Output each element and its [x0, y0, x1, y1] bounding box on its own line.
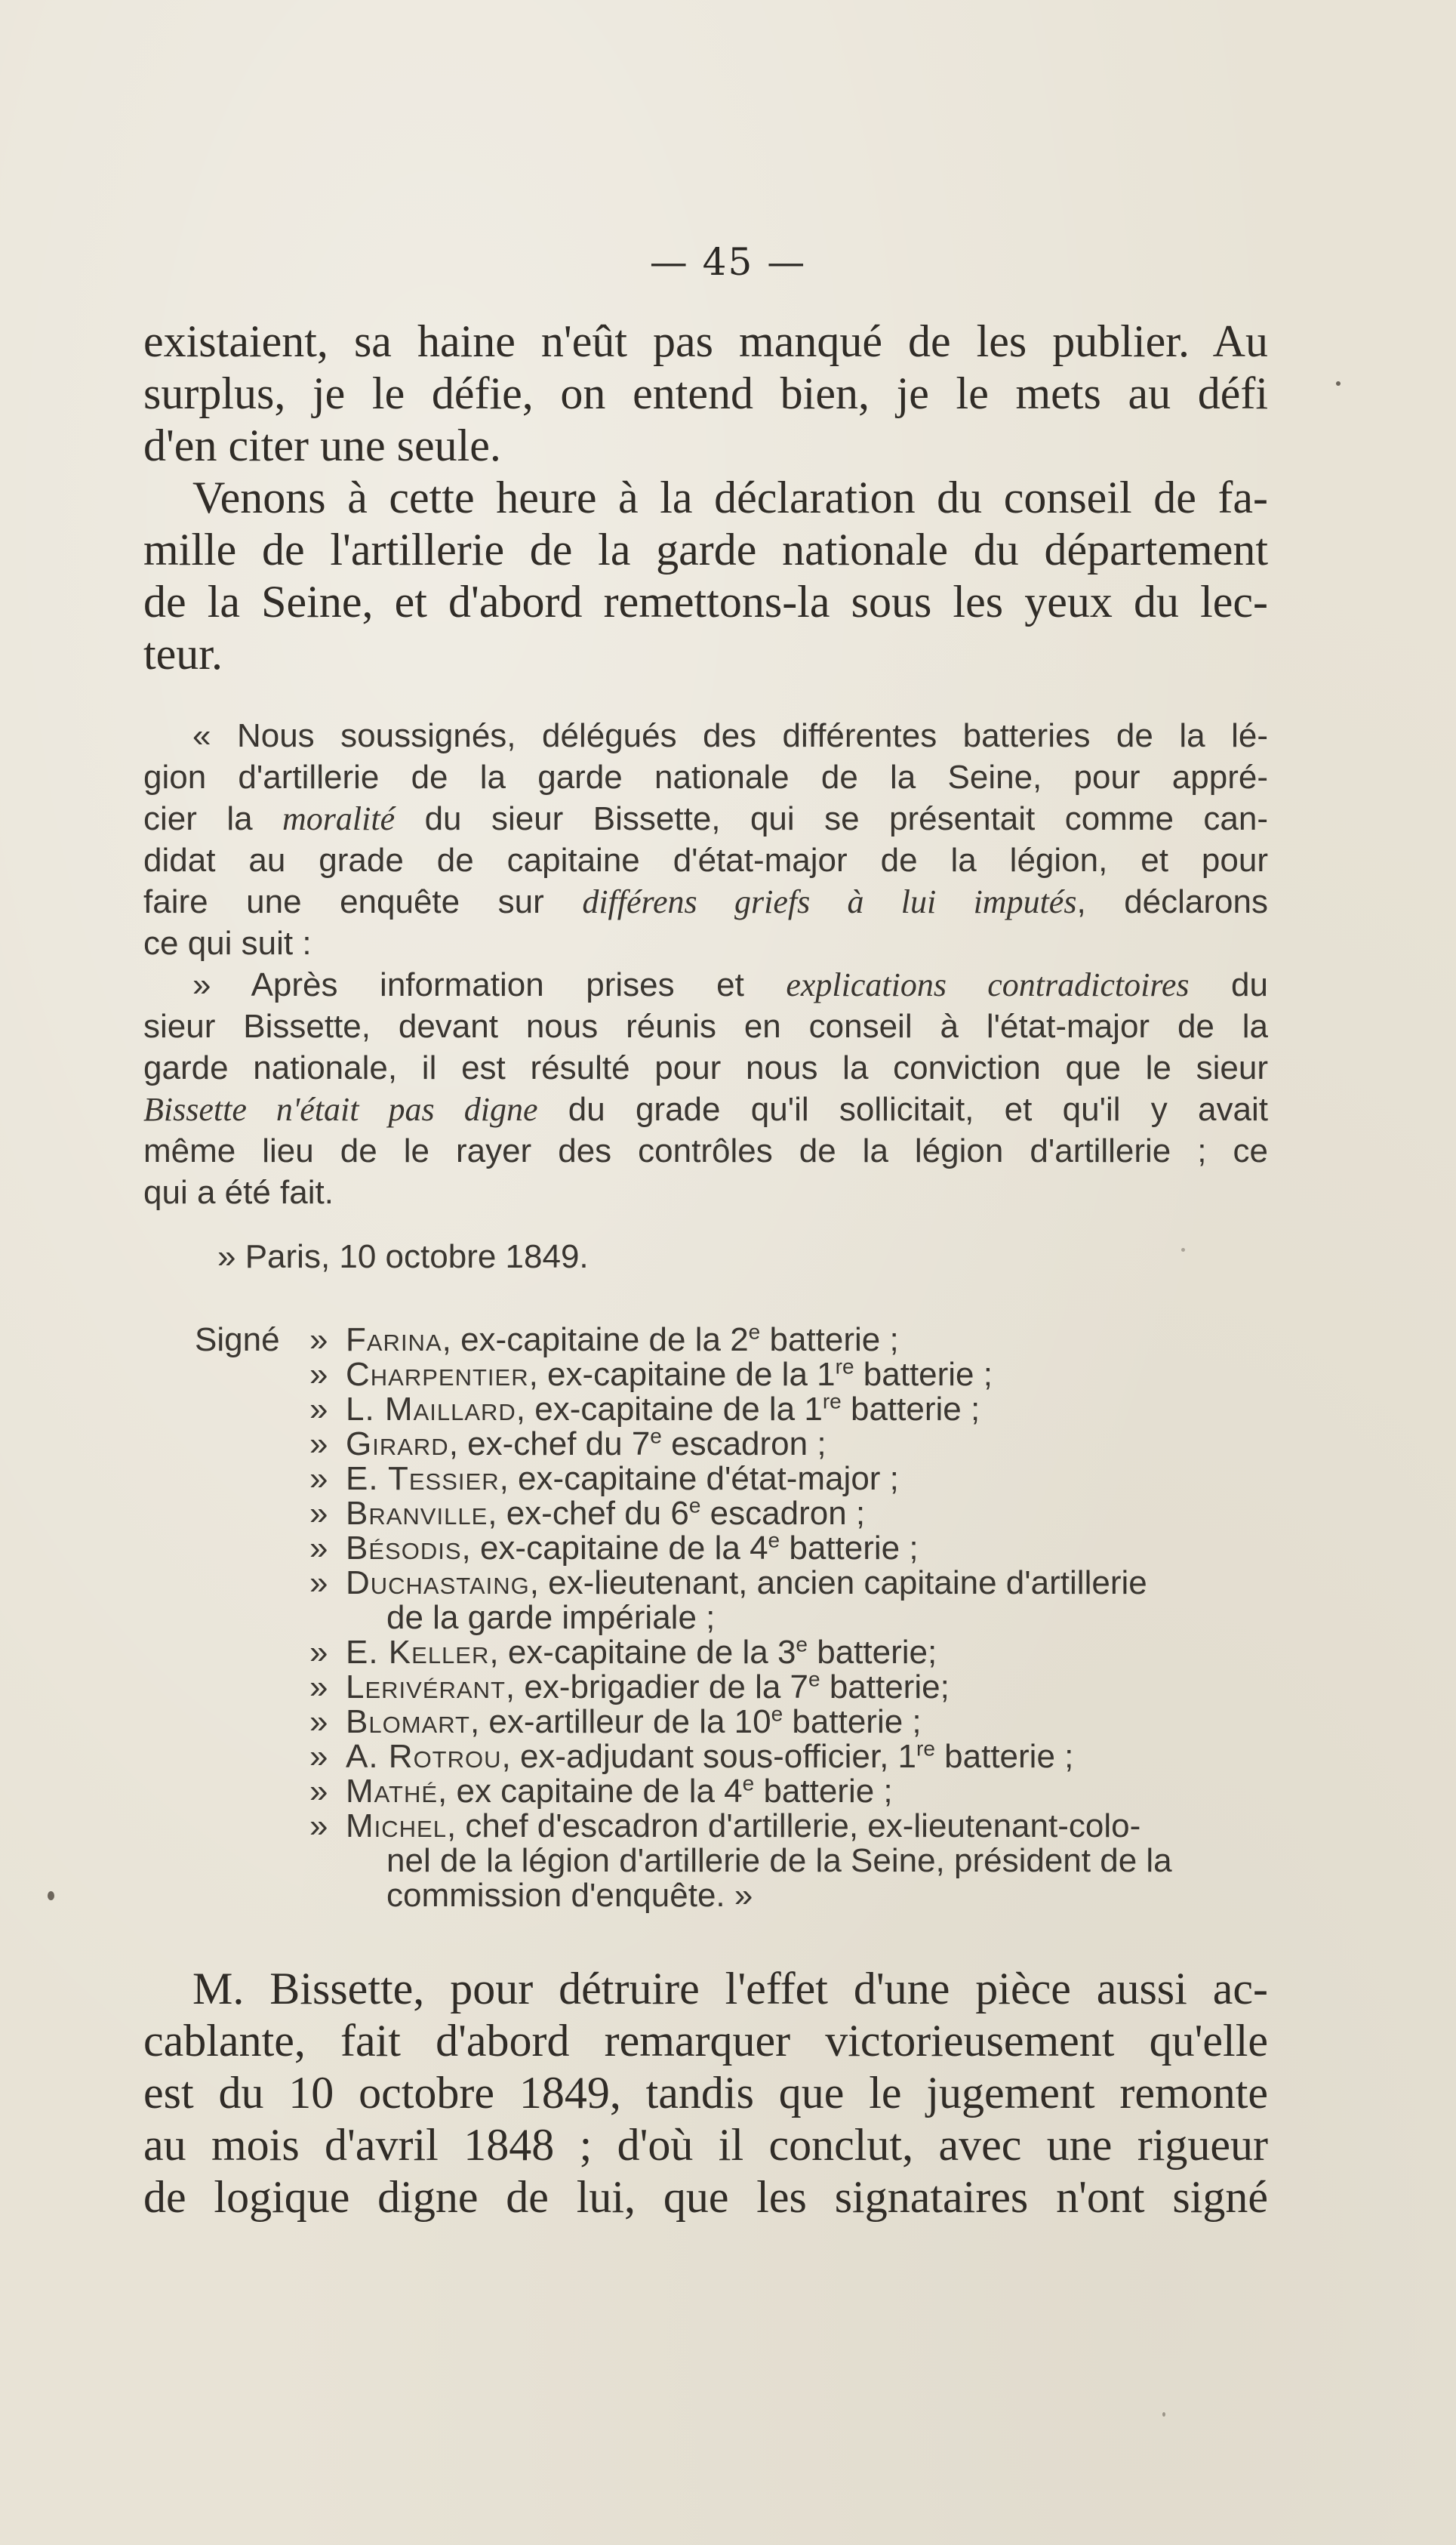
- signatory-continuation: de la garde impériale ;: [386, 1599, 716, 1636]
- signatory-line: » Girard, ex-chef du 7e escadron ;: [309, 1424, 827, 1462]
- quote-line: faire une enquête sur différens griefs à lui imputés, déclarons: [143, 883, 1268, 920]
- paragraph-line: de la Seine, et d'abord remettons-la sous les yeux du lec-: [143, 577, 1268, 627]
- signatory-continuation: commission d'enquête. »: [386, 1877, 753, 1914]
- ink-speck: [48, 1891, 54, 1900]
- quote-line: ce qui suit :: [143, 925, 312, 962]
- quote-line: Bissette n'était pas digne du grade qu'il sollicitait, et qu'il y avait: [143, 1091, 1269, 1128]
- signatory-line: » Farina, ex-capitaine de la 2e batterie ;: [309, 1320, 899, 1358]
- signatory-continuation: nel de la légion d'artillerie de la Seine, président de la: [386, 1842, 1172, 1879]
- paragraph-line: teur.: [143, 629, 223, 679]
- signatory-line: » Duchastaing, ex-lieutenant, ancien capitaine d'artillerie: [309, 1564, 1147, 1601]
- signed-label: Signé: [195, 1321, 280, 1358]
- paragraph-line: est du 10 octobre 1849, tandis que le jugement remonte: [143, 2068, 1268, 2118]
- paragraph-line: existaient, sa haine n'eût pas manqué de les publier. Au: [143, 316, 1268, 366]
- signatory-line: » Charpentier, ex-capitaine de la 1re batterie ;: [309, 1354, 993, 1393]
- quote-line: garde nationale, il est résulté pour nous la conviction que le sieur: [143, 1049, 1268, 1086]
- quote-line: même lieu de le rayer des contrôles de la légion d'artillerie ; ce: [143, 1132, 1268, 1169]
- paragraph-line: Venons à cette heure à la déclaration du conseil de fa-: [192, 473, 1268, 522]
- quote-line: qui a été fait.: [143, 1174, 334, 1211]
- signatory-line: » L. Maillard, ex-capitaine de la 1re batterie ;: [309, 1389, 980, 1428]
- signatory-line: » E. Tessier, ex-capitaine d'état-major ;: [309, 1460, 899, 1497]
- date-line: » Paris, 10 octobre 1849.: [217, 1238, 589, 1275]
- ink-speck: [1336, 381, 1341, 386]
- paragraph-line: de logique digne de lui, que les signataires n'ont signé: [143, 2172, 1268, 2222]
- ink-speck: [1162, 2412, 1165, 2417]
- signatory-line: » Branville, ex-chef du 6e escadron ;: [309, 1493, 866, 1532]
- quote-line: didat au grade de capitaine d'état-major de la légion, et pour: [143, 842, 1268, 879]
- signatory-line: » E. Keller, ex-capitaine de la 3e batterie;: [309, 1632, 937, 1671]
- signatory-line: » Mathé, ex capitaine de la 4e batterie ;: [309, 1771, 893, 1810]
- paragraph-line: au mois d'avril 1848 ; d'où il conclut, avec une rigueur: [143, 2120, 1268, 2170]
- signatory-line: » A. Rotrou, ex-adjudant sous-officier, 1re batterie ;: [309, 1736, 1074, 1775]
- signatory-line: » Michel, chef d'escadron d'artillerie, ex-lieutenant-colo-: [309, 1807, 1141, 1844]
- paragraph-line: d'en citer une seule.: [143, 421, 501, 470]
- signatory-line: » Bésodis, ex-capitaine de la 4e batterie ;: [309, 1528, 919, 1567]
- signatory-line: » Blomart, ex-artilleur de la 10e batterie ;: [309, 1702, 922, 1740]
- quote-line: cier la moralité du sieur Bissette, qui se présentait comme can-: [143, 800, 1268, 837]
- paragraph-line: surplus, je le défie, on entend bien, je le mets au défi: [143, 368, 1268, 418]
- paragraph-line: mille de l'artillerie de la garde nationale du département: [143, 525, 1268, 575]
- quote-line: sieur Bissette, devant nous réunis en conseil à l'état-major de la: [143, 1008, 1268, 1045]
- ink-speck: [1181, 1248, 1185, 1252]
- paragraph-line: M. Bissette, pour détruire l'effet d'une pièce aussi ac-: [192, 1964, 1268, 2014]
- quote-line: » Après information prises et explications contradictoires du: [192, 966, 1268, 1003]
- paragraph-line: cablante, fait d'abord remarquer victorieusement qu'elle: [143, 2016, 1268, 2066]
- quote-line: « Nous soussignés, délégués des différentes batteries de la lé-: [192, 717, 1268, 754]
- quote-line: gion d'artillerie de la garde nationale de la Seine, pour appré-: [143, 759, 1268, 796]
- signatory-line: » Lerivérant, ex-brigadier de la 7e batterie;: [309, 1667, 950, 1705]
- page-number: — 45 —: [649, 240, 807, 284]
